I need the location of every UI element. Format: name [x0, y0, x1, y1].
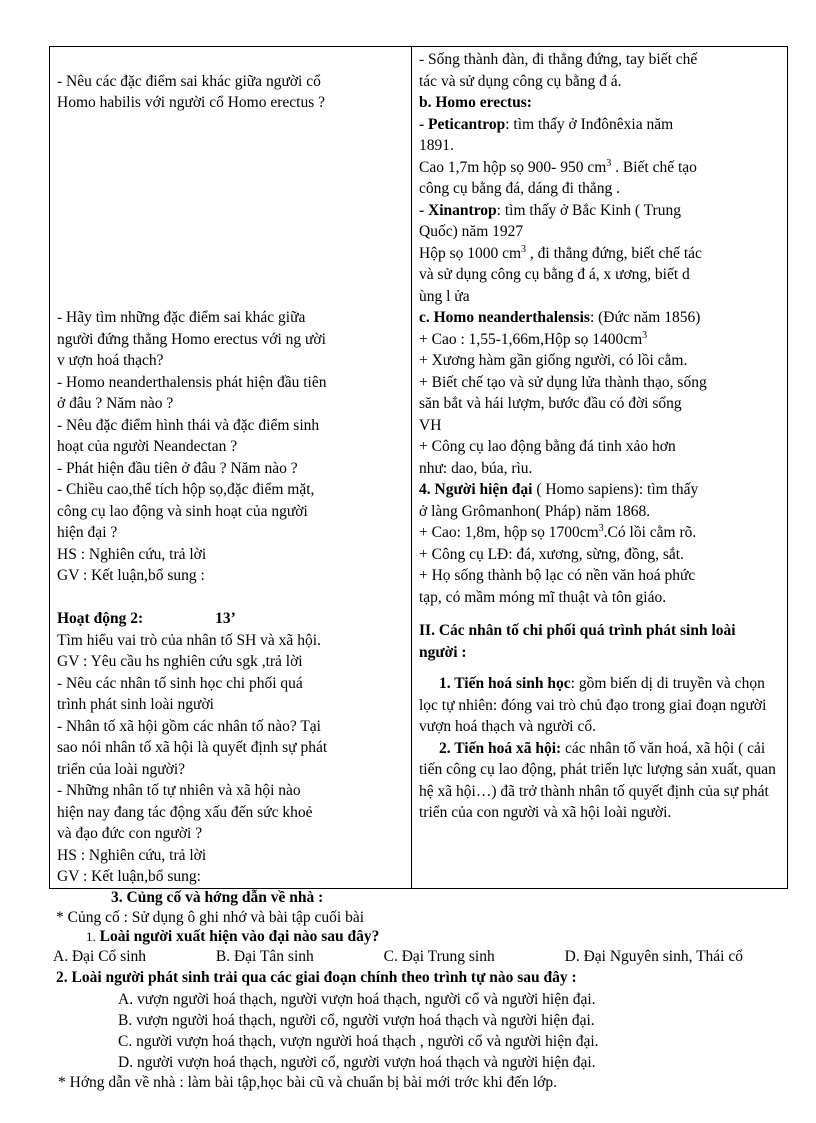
right-line — [419, 157, 780, 179]
right-line: + Họ sống thành bộ lạc có nền văn hoá phức — [419, 567, 696, 584]
neanderthalensis-heading: c. Homo neanderthalensis — [419, 309, 590, 326]
review-section — [53, 888, 796, 1093]
right-line: + Công cụ LĐ: đá, xương, sừng, đồng, sắt. — [419, 545, 684, 563]
right-line — [419, 92, 780, 114]
xinantrop-label: - Xinantrop — [419, 201, 497, 219]
right-text: . Biết chế tạo — [611, 158, 697, 176]
left-line: - Hãy tìm những đặc điểm sai khác giữa — [57, 309, 306, 326]
activity-time: 13’ — [215, 610, 236, 627]
right-line — [419, 200, 780, 222]
left-line: v ượn hoá thạch? — [57, 352, 164, 369]
content-column — [412, 47, 788, 889]
question-2-answer-c: C. người vượn hoá thạch, vượn người hoá thạch , người cổ và người hiện đại. — [118, 1033, 599, 1050]
right-line: + Xương hàm gần giống người, có lồi cằm. — [419, 352, 688, 369]
left-line: - Phát hiện đầu tiên ở đâu ? Năm nào ? — [57, 459, 298, 477]
left-line: hoạt của người Neandectan ? — [57, 438, 238, 455]
left-line: công cụ lao động và sinh hoạt của người — [57, 502, 308, 520]
left-line: GV : Yêu cầu hs nghiên cứu sgk ,trả lời — [57, 653, 303, 670]
left-line: người đứng thẳng Homo erectus với ng ười — [57, 330, 326, 348]
left-line: - Chiều cao,thể tích hộp sọ,đặc điểm mặt, — [57, 481, 315, 498]
left-line: - Nêu các đặc điểm sai khác giữa người cổ — [57, 72, 321, 90]
left-line: hiện đại ? — [57, 524, 118, 541]
right-line — [419, 329, 780, 351]
section-2-title: II. Các nhân tố chi phối quá trình phát sinh loài người : — [419, 622, 736, 661]
right-line: ở làng Grômanhon( Pháp) năm 1868. — [419, 502, 651, 520]
left-line: - Nêu các nhân tố sinh học chi phối quá — [57, 674, 303, 692]
right-text: : tìm thấy ở Bắc Kinh ( Trung — [496, 201, 681, 219]
right-line: VH — [419, 416, 442, 434]
left-line: GV : Kết luận,bổ sung: — [57, 868, 201, 885]
answer-d: D. Đại Nguyên sinh, Thái cổ — [564, 948, 743, 965]
question-2-answer-d: D. người vượn hoá thạch, người cổ, người vượn hoá thạch và người hiện đại. — [118, 1054, 596, 1071]
right-text: + Cao: 1,8m, hộp sọ 1700cm — [419, 524, 599, 541]
question-1 — [56, 927, 796, 946]
right-line: 1891. — [419, 137, 454, 154]
right-line: và sử dụng công cụ bằng đ á, x ương, biết d — [419, 266, 690, 283]
activity-heading — [57, 608, 404, 630]
left-line: - Những nhân tố tự nhiên và xã hội nào — [57, 782, 301, 799]
question-text: Loài người xuất hiện vào đại nào sau đây? — [99, 928, 380, 945]
right-line: công cụ bằng đá, dáng đi thẳng . — [419, 180, 621, 197]
left-line — [57, 49, 404, 71]
paragraph-text: các nhân tố văn hoá, xã hội ( cải tiến công cụ lao động, phát triển lực lượng sản xuất, quan hệ xã hội…) đã trở thành nhân tố quyết định của sự phát triển của con người và xã hội loài người. — [419, 739, 776, 821]
homo-erectus-heading: b. Homo erectus: — [419, 94, 532, 111]
right-line — [419, 307, 780, 329]
right-text: Cao 1,7m hộp sọ 900- 950 cm — [419, 158, 607, 176]
left-line: và đạo đức con người ? — [57, 825, 203, 842]
consolidation-note: * Củng cố : Sử dụng ô ghi nhớ và bài tập cuối bài — [56, 909, 365, 926]
right-line — [419, 243, 780, 265]
right-text: ( Homo sapiens): tìm thấy — [532, 481, 699, 498]
right-text: + Cao : 1,55-1,66m,Hộp sọ 1400cm — [419, 330, 643, 348]
activity-title: Hoạt động 2: — [57, 610, 144, 627]
left-line: GV : Kết luận,bổ sung : — [57, 567, 205, 584]
left-line: sao nói nhân tố xã hội là quyết định sự phát — [57, 739, 328, 756]
lesson-table — [49, 46, 788, 889]
homework-note: * Hớng dẫn về nhà : làm bài tập,học bài cũ và chuẩn bị bài mới trớc khi đến lớp. — [58, 1074, 557, 1091]
question-2-answer-b: B. vượn người hoá thạch, người cổ, người vượn hoá thạch và người hiện đại. — [118, 1012, 595, 1029]
right-line: săn bắt và hái lượm, bước đầu có đời sống — [419, 395, 682, 412]
right-line — [419, 522, 780, 544]
right-text: : tìm thấy ở Inđônêxia năm — [505, 115, 674, 133]
social-evolution-paragraph — [419, 738, 780, 827]
question-number: 1. — [86, 929, 96, 944]
left-line: Homo habilis với người cổ Homo erectus ? — [57, 94, 326, 111]
teacher-activity-column — [50, 47, 412, 889]
answer-b: B. Đại Tân sinh — [215, 948, 314, 965]
question-1-answers — [53, 946, 743, 967]
right-line: - Sống thành đàn, đi thẳng đứng, tay biết chế — [419, 51, 698, 68]
right-text: , đi thẳng đứng, biết chế tác — [526, 244, 702, 262]
left-line: HS : Nghiên cứu, trả lời — [57, 846, 207, 864]
right-line — [419, 479, 780, 501]
right-line: + Công cụ lao động bằng đá tinh xảo hơn — [419, 438, 676, 455]
question-2-answer-a: A. vượn người hoá thạch, người vượn hoá thạch, người cổ và người hiện đại. — [118, 991, 596, 1008]
left-line: triển của loài người? — [57, 760, 186, 778]
right-line: Quốc) năm 1927 — [419, 223, 524, 240]
modern-human-heading: 4. Người hiện đại — [419, 481, 533, 498]
biological-evolution-label: 1. Tiến hoá sinh học — [439, 675, 571, 692]
left-line: HS : Nghiên cứu, trả lời — [57, 545, 207, 563]
right-line: + Biết chế tạo và sử dụng lửa thành thạo, sống — [419, 373, 707, 391]
left-line: - Nêu đặc điểm hình thái và đặc điểm sinh — [57, 416, 320, 434]
biological-evolution-paragraph — [419, 673, 780, 738]
answer-a: A. Đại Cổ sinh — [53, 948, 146, 965]
question-2: 2. Loài người phát sinh trải qua các giai đoạn chính theo trình tự nào sau đây : — [56, 969, 577, 986]
left-line: trình phát sinh loài người — [57, 696, 214, 713]
left-line: - Homo neanderthalensis phát hiện đầu tiên — [57, 373, 327, 391]
right-text: .Có lồi cằm rõ. — [603, 524, 697, 541]
right-line: ùng l ửa — [419, 287, 470, 305]
review-heading: 3. Củng cố và hớng dẫn về nhà : — [111, 889, 324, 906]
left-line: hiện nay đang tác động xấu đến sức khoẻ — [57, 803, 313, 821]
superscript: 3 — [606, 157, 612, 169]
left-line: - Nhân tố xã hội gồm các nhân tố nào? Tại — [57, 717, 321, 735]
right-line: tác và sử dụng công cụ bằng đ á. — [419, 72, 622, 90]
answer-c: C. Đại Trung sinh — [383, 948, 495, 965]
right-text: : (Đức năm 1856) — [589, 309, 701, 326]
superscript: 3 — [642, 329, 648, 341]
social-evolution-label: 2. Tiến hoá xã hội: — [439, 739, 562, 757]
right-text: Hộp sọ 1000 cm — [419, 244, 522, 262]
paragraph-text: : gồm biến dị di truyền và chọn lọc tự nhiên: đóng vai trò chủ đạo trong giai đoạn người vượn hoá thạch và người cổ. — [419, 675, 767, 735]
superscript: 3 — [521, 243, 527, 255]
right-line: như: dao, búa, rìu. — [419, 459, 533, 477]
left-line: Tìm hiểu vai trò của nhân tố SH và xã hội. — [57, 631, 321, 649]
right-line: tạp, có mầm móng mĩ thuật và tôn giáo. — [419, 588, 667, 606]
right-line — [419, 114, 780, 136]
peticantrop-label: - Peticantrop — [419, 115, 506, 133]
left-line: ở đâu ? Năm nào ? — [57, 395, 174, 412]
superscript: 3 — [598, 522, 604, 534]
